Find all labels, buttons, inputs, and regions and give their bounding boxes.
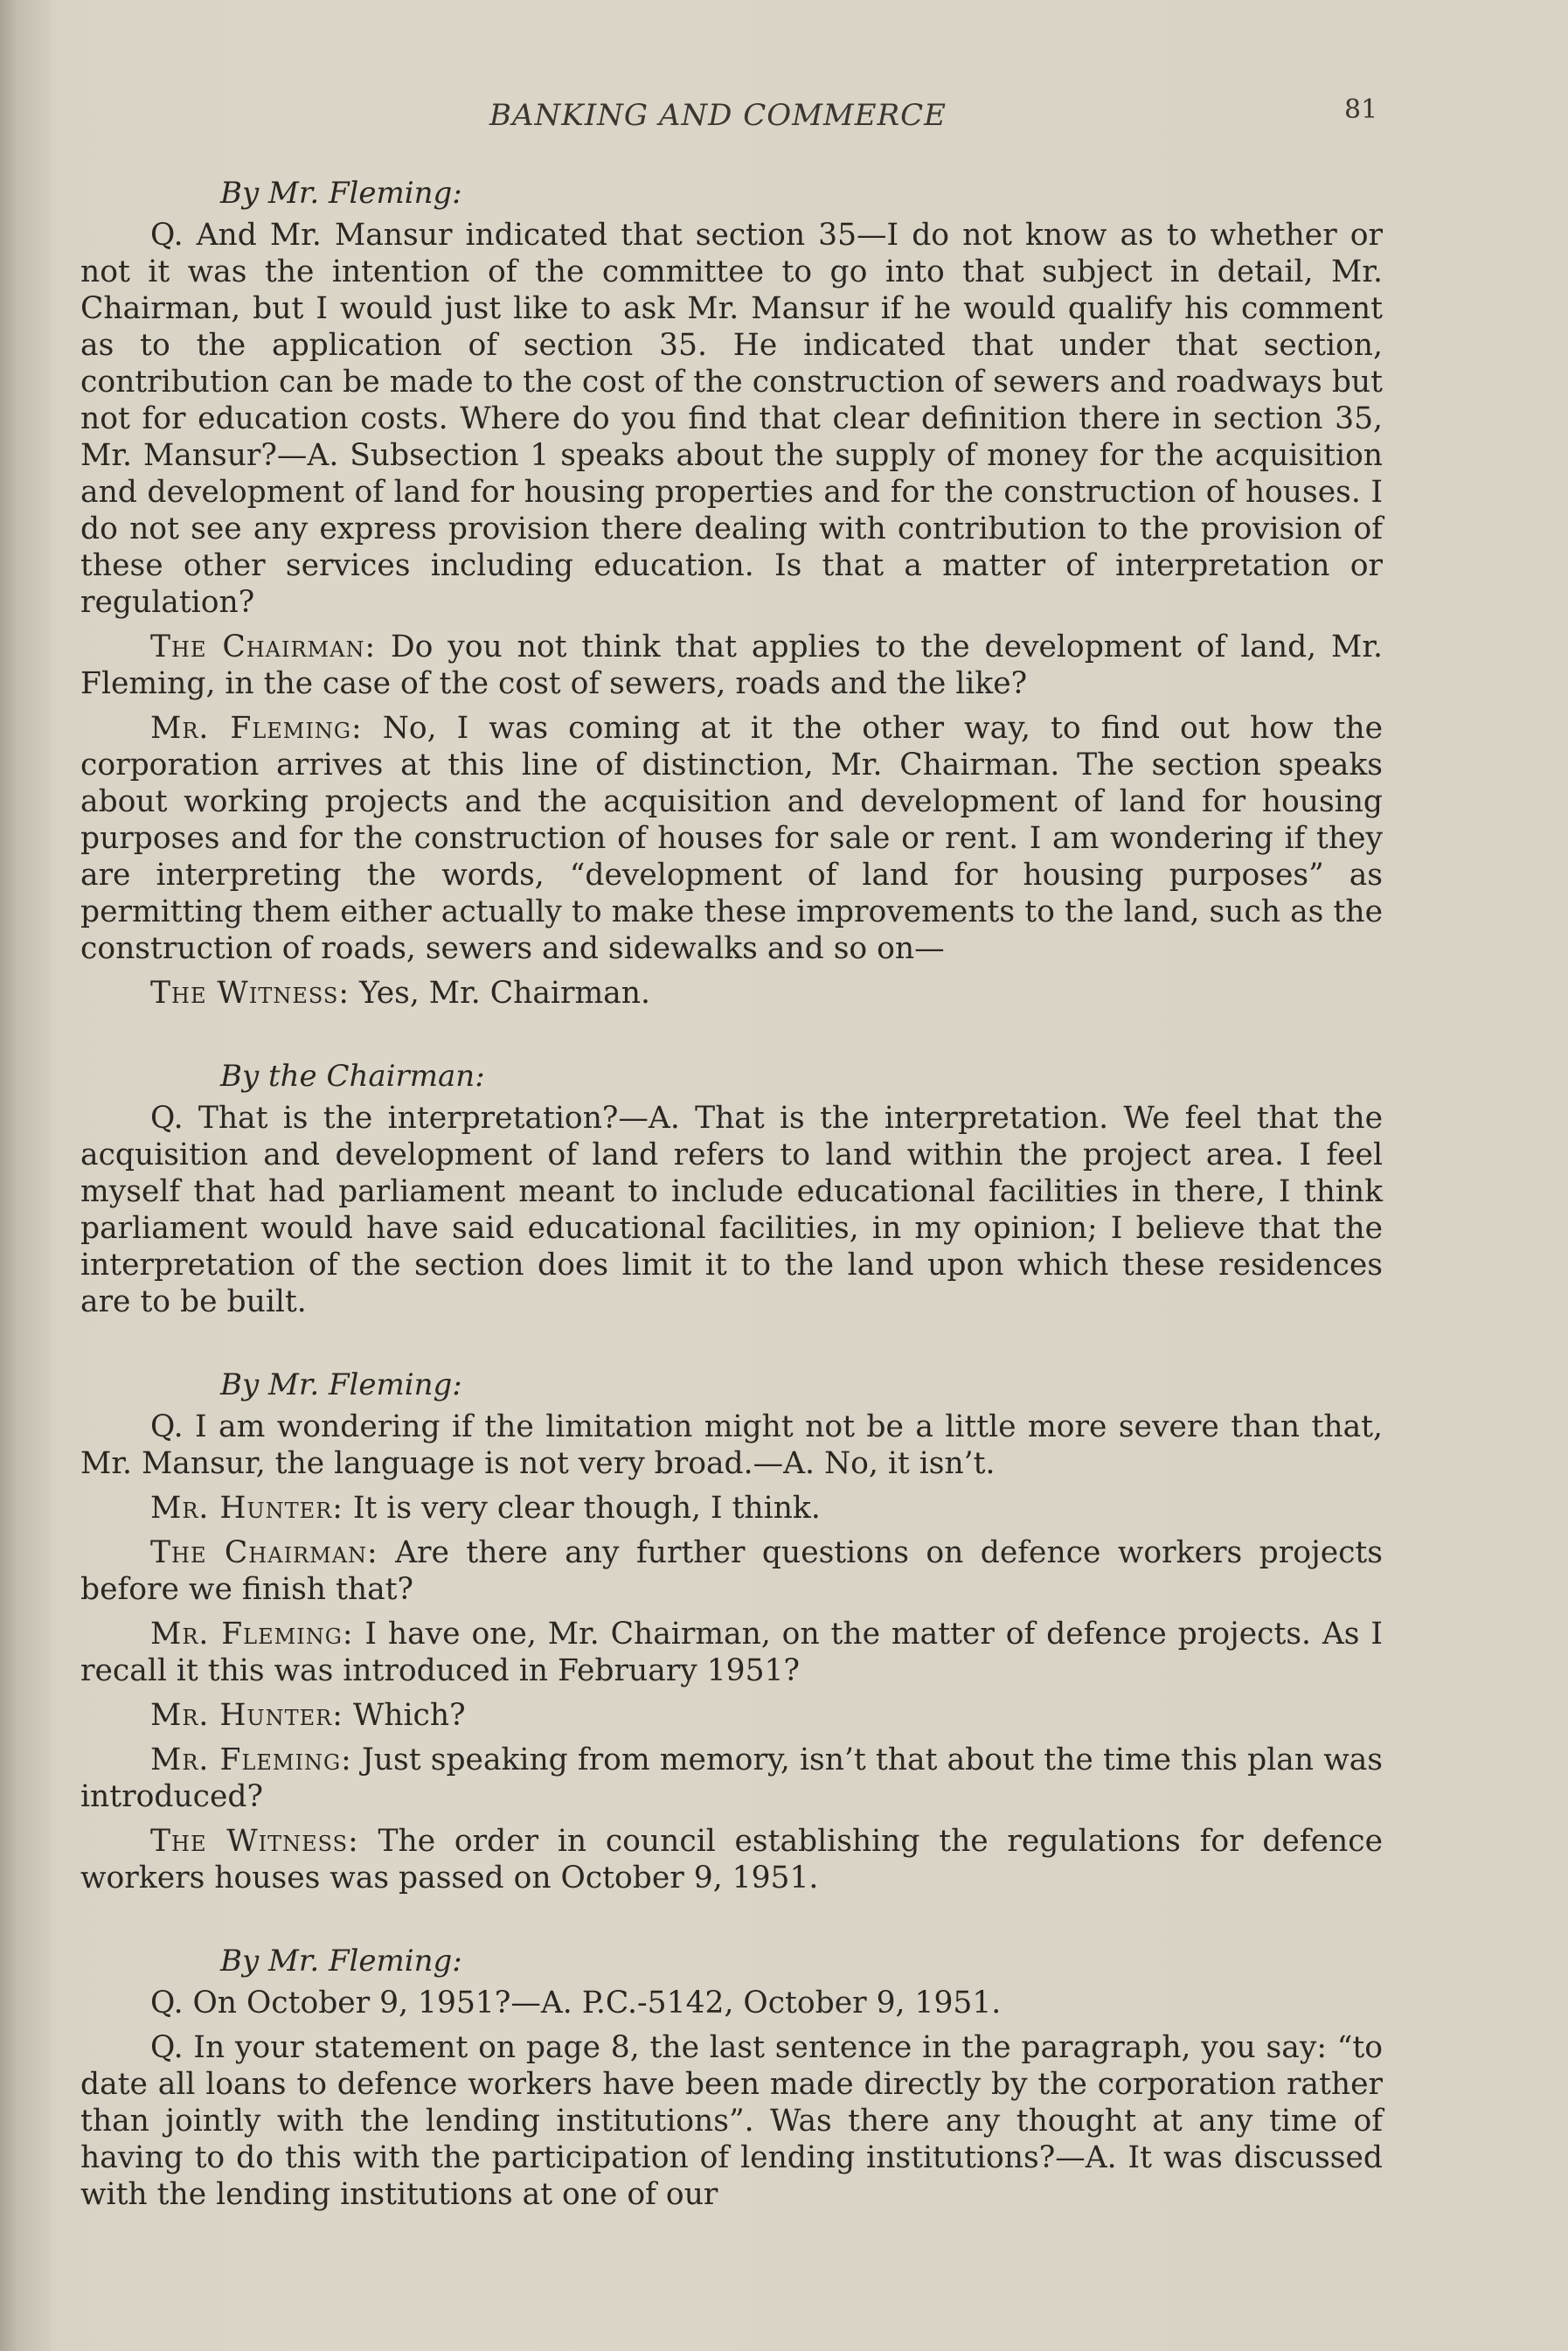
- byline: By Mr. Fleming:: [220, 1944, 462, 1979]
- byline: By Mr. Fleming:: [220, 1367, 462, 1402]
- speech-paragraph: The Chairman: Are there any further questions on defence workers projects before we finish that?: [80, 1535, 1383, 1607]
- speaker-label: The Witness:: [150, 1824, 359, 1859]
- speaker-label: The Chairman:: [150, 1535, 378, 1570]
- book-binding-edge: [0, 0, 51, 2351]
- byline: By the Chairman:: [220, 1059, 485, 1094]
- running-title: BANKING AND COMMERCE: [489, 98, 947, 133]
- section-gap: [80, 1328, 1383, 1367]
- question-answer-paragraph: Q. On October 9, 1951?—A. P.C.-5142, October 9, 1951.: [150, 1986, 1002, 2021]
- question-answer-paragraph: Q. I am wondering if the limitation might not be a little more severe than that, Mr. Mansur, the language is not very broad.—A. No, it isn’t.: [80, 1409, 1383, 1481]
- speech-paragraph: Mr. Fleming: No, I was coming at it the other way, to find out how the corporation arrives at this line of distinction, Mr. Chairman. The section speaks about working projects and the acquisition and development of land for housing purposes and for the construction of houses for sale or rent. I am wondering if they are interpreting the words, “development of land for housing purposes” as permitting them either actually to make these improvements to the land, such as the construction of roads, sewers and sidewalks and so on—: [80, 711, 1384, 966]
- section-gap: [80, 1904, 1383, 1943]
- speech-paragraph: Mr. Fleming: I have one, Mr. Chairman, on the matter of defence projects. As I recall it this was introduced in February 1951?: [80, 1617, 1384, 1688]
- speaker-label: Mr. Fleming:: [150, 1617, 354, 1652]
- speech-paragraph: Mr. Fleming: Just speaking from memory, isn’t that about the time this plan was introduced?: [80, 1742, 1384, 1814]
- byline: By Mr. Fleming:: [220, 176, 462, 211]
- speech-paragraph: Mr. Hunter: It is very clear though, I think.: [150, 1491, 821, 1526]
- speaker-label: Mr. Hunter:: [150, 1698, 343, 1733]
- question-answer-paragraph: Q. That is the interpretation?—A. That is the interpretation. We feel that the acquisition and development of land refers to land within the project area. I feel myself that had parliament meant to include educational facilities in there, I think parliament would have said educational facilities, in my opinion; I believe that the interpretation of the section does limit it to the land upon which these residences are to be built.: [80, 1101, 1383, 1319]
- speaker-label: Mr. Fleming:: [150, 1742, 352, 1777]
- speech-paragraph: Mr. Hunter: Which?: [150, 1698, 466, 1733]
- speaker-label: Mr. Fleming:: [150, 711, 363, 746]
- speaker-label: Mr. Hunter:: [150, 1491, 343, 1526]
- speaker-label: The Witness:: [150, 976, 350, 1011]
- speech-paragraph: The Witness: The order in council establishing the regulations for defence workers houses was passed on October 9, 1951.: [80, 1824, 1383, 1895]
- question-answer-paragraph: Q. And Mr. Mansur indicated that section 35—I do not know as to whether or not it was the intention of the committee to go into that subject in detail, Mr. Chairman, but I would just like to ask Mr. Mansur if he would qualify his comment as to the application of section 35. He indicated that under that section, contribution can be made to the cost of the construction of sewers and roadways but not for education costs. Where do you find that clear definition there in section 35, Mr. Mansur?—A. Subsection 1 speaks about the supply of money for the acquisition and development of land for housing properties and for the construction of houses. I do not see any express provision there dealing with contribution to the provision of these other services including education. Is that a matter of interpretation or regulation?: [80, 218, 1383, 620]
- section-gap: [80, 1019, 1383, 1058]
- question-answer-paragraph: Q. In your statement on page 8, the last sentence in the paragraph, you say: “to date all loans to defence workers have been made directly by the corporation rather than jointly with the lending institutions”. Was there any thought at any time of having to do this with the participation of lending institutions?—A. It was discussed with the lending institutions at one of our: [80, 2030, 1383, 2212]
- transcript-body: [80, 175, 1383, 2221]
- page-number: 81: [1344, 94, 1378, 125]
- speech-paragraph: The Chairman: Do you not think that applies to the development of land, Mr. Fleming, in the case of the cost of sewers, roads and the like?: [80, 629, 1384, 701]
- speaker-label: The Chairman:: [150, 629, 377, 664]
- speech-paragraph: The Witness: Yes, Mr. Chairman.: [150, 976, 650, 1011]
- page-header: [0, 94, 1568, 142]
